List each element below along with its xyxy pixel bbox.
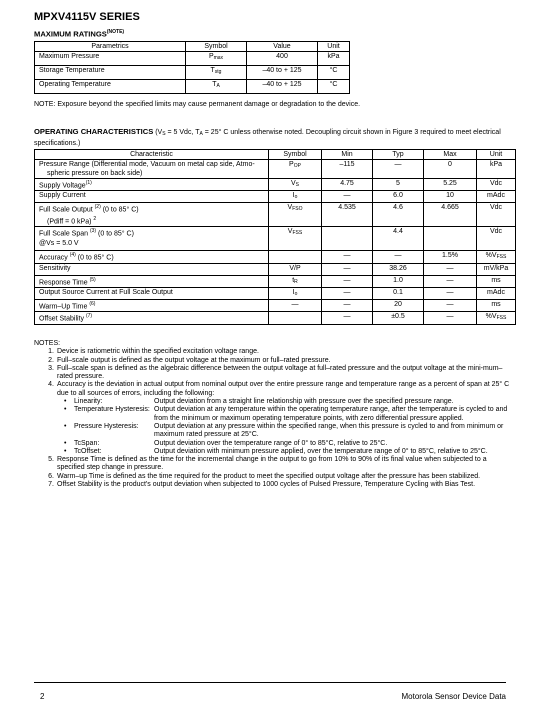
- table-header-row: [35, 42, 350, 52]
- note-item: 6. Warm–up Time is defined as the time required for the product to meet the specified output voltage after the pressure has been stabilized.: [48, 472, 481, 480]
- table-header-row: [35, 150, 516, 160]
- note-item: 2. Full–scale output is defined as the output voltage at the maximum or full–rated pressure.: [48, 356, 331, 364]
- col-header: Symbol: [186, 42, 247, 52]
- cell-max: 5.25: [424, 179, 477, 191]
- table-row: [35, 263, 516, 275]
- cell-unit: kPa: [477, 160, 516, 179]
- operating-characteristics-table: [34, 149, 516, 325]
- cell-max: —: [424, 312, 477, 324]
- table-row: [35, 160, 516, 179]
- cell-unit: Vdc: [477, 227, 516, 251]
- cell-max: 4.665: [424, 203, 477, 227]
- table-row: [35, 191, 516, 203]
- series-title: MPXV4115V SERIES: [34, 11, 140, 23]
- cell-symbol: $V_{FSO}$: [269, 203, 322, 227]
- footer-divider: [34, 682, 506, 683]
- cell-max: —: [424, 263, 477, 275]
- col-header: Unit: [318, 42, 350, 52]
- table-row: [35, 227, 516, 251]
- note-bullet: • TcOffset: Output deviation with minimum pressure applied, over the temperature range of 0° to 85°C, relative to 25°C.: [64, 447, 488, 455]
- table-row: [35, 80, 350, 94]
- cell-min: —: [322, 251, 373, 263]
- footer-publication: Motorola Sensor Device Data: [401, 692, 506, 701]
- note-item: 1. Device is ratiometric within the specified excitation voltage range.: [48, 348, 259, 356]
- table-row: [35, 299, 516, 311]
- cell-min: —: [322, 287, 373, 299]
- note-bullet: • TcSpan: Output deviation over the temperature range of 0° to 85°C, relative to 25°C.: [64, 439, 388, 447]
- cell-max: 0: [424, 160, 477, 179]
- cell-min: —: [322, 299, 373, 311]
- col-header: Symbol: [269, 150, 322, 160]
- max-ratings-note: NOTE: Exposure beyond the specified limits may cause permanent damage or degradation to the device.: [34, 101, 361, 108]
- note-item: 5. Response Time is defined as the time for the incremental change in the output to go from 10% to 90% of its final value when subjected to a specified step change in pressure.: [48, 456, 487, 472]
- cell-max: —: [424, 287, 477, 299]
- table-row: [35, 312, 516, 324]
- cell-symbol: $I_o$: [269, 287, 322, 299]
- cell-symbol: $P_{OP}$: [269, 160, 322, 179]
- note-bullet: • Linearity: Output deviation from a straight line relationship with pressure over the specified pressure range.: [64, 398, 454, 406]
- note-item: 4. Accuracy is the deviation in actual output from nominal output over the entire pressure range and temperature range as a percent of span at 25° C due to all sources of errors, including the following:: [48, 381, 510, 397]
- cell-typ: 6.0: [373, 191, 424, 203]
- col-header: Min: [322, 150, 373, 160]
- cell-symbol: $T_{stg}$: [186, 66, 247, 80]
- col-header: Max: [424, 150, 477, 160]
- cell-unit: $\%V_{FSS}$: [477, 251, 516, 263]
- operating-characteristics-heading: OPERATING CHARACTERISTICS ($V_S = 5$ Vdc, $T_A = 25^\circ$ C unless otherwise noted. Decoupling circuit shown in Figure 3 required to meet electrical specifications.): [34, 127, 501, 147]
- max-ratings-title: MAXIMUM $RATINGS^{(NOTE)}$: [34, 29, 125, 39]
- table-row: [35, 179, 516, 191]
- cell-unit: ms: [477, 275, 516, 287]
- cell-unit: kPa: [318, 52, 350, 66]
- cell-value: –40 to + 125: [247, 80, 318, 94]
- cell-typ: —: [373, 251, 424, 263]
- cell-max: —: [424, 275, 477, 287]
- cell-min: –115: [322, 160, 373, 179]
- cell-unit: °C: [318, 80, 350, 94]
- cell-unit: mAdc: [477, 191, 516, 203]
- cell-symbol: —: [269, 299, 322, 311]
- cell-characteristic: Offset Stability $^{(7)}$: [35, 312, 269, 324]
- col-header: Typ: [373, 150, 424, 160]
- cell-value: 400: [247, 52, 318, 66]
- table-row: [35, 203, 516, 227]
- cell-unit: mV/kPa: [477, 263, 516, 275]
- cell-symbol: [269, 251, 322, 263]
- cell-param: Maximum Pressure: [35, 52, 186, 66]
- cell-characteristic: Full Scale Output $^{(2)}$ (0 to 85° C) (Pdiff = 0 kPa) $^2$: [35, 203, 269, 227]
- table-row: [35, 66, 350, 80]
- notes-section: [34, 340, 514, 489]
- cell-symbol: $t_R$: [269, 275, 322, 287]
- cell-typ: 1.0: [373, 275, 424, 287]
- note-bullet: • Pressure Hysteresis: Output deviation at any pressure within the specified range, when this pressure is cycled to and from minimum or maximum rated pressure at 25°C.: [64, 422, 504, 439]
- cell-min: 4.535: [322, 203, 373, 227]
- cell-characteristic: Sensitivity: [35, 263, 269, 275]
- cell-typ: 4.6: [373, 203, 424, 227]
- cell-min: —: [322, 191, 373, 203]
- cell-typ: —: [373, 160, 424, 179]
- cell-typ: 5: [373, 179, 424, 191]
- cell-characteristic: Accuracy $^{(4)}$ (0 to 85° C): [35, 251, 269, 263]
- cell-characteristic: Full Scale Span $^{(3)}$ (0 to 85° C) @Vs = 5.0 V: [35, 227, 269, 251]
- cell-unit: °C: [318, 66, 350, 80]
- cell-typ: 20: [373, 299, 424, 311]
- note-bullet: • Temperature Hysteresis: Output deviation at any temperature within the operating temperature range, after the temperature is cycled to and from the minimum or maximum operating temperature points, with zero differential pressure applied.: [64, 406, 508, 422]
- cell-typ: 4.4: [373, 227, 424, 251]
- cell-unit: Vdc: [477, 179, 516, 191]
- cell-max: 10: [424, 191, 477, 203]
- cell-characteristic: Pressure Range (Differential mode, Vacuum on metal cap side, Atmo- spheric pressure on back side): [35, 160, 269, 179]
- cell-unit: $\%V_{FSS}$: [477, 312, 516, 324]
- cell-min: 4.75: [322, 179, 373, 191]
- cell-min: [322, 227, 373, 251]
- cell-typ: 38.26: [373, 263, 424, 275]
- cell-unit: mAdc: [477, 287, 516, 299]
- col-header: Unit: [477, 150, 516, 160]
- cell-max: —: [424, 299, 477, 311]
- cell-unit: Vdc: [477, 203, 516, 227]
- note-item: 7. Offset Stability is the product's output deviation when subjected to 1000 cycles of Pulsed Pressure, Temperature Cycling with Bias Test.: [48, 481, 476, 489]
- cell-symbol: V/P: [269, 263, 322, 275]
- cell-param: Operating Temperature: [35, 80, 186, 94]
- col-header: Characteristic: [35, 150, 269, 160]
- cell-symbol: [269, 312, 322, 324]
- table-row: [35, 275, 516, 287]
- cell-characteristic: Output Source Current at Full Scale Output: [35, 287, 269, 299]
- cell-characteristic: Response Time $^{(5)}$: [35, 275, 269, 287]
- cell-symbol: $I_o$: [269, 191, 322, 203]
- cell-unit: ms: [477, 299, 516, 311]
- cell-characteristic: Warm–Up Time $^{(6)}$: [35, 299, 269, 311]
- notes-heading: NOTES:: [34, 340, 61, 347]
- cell-min: —: [322, 275, 373, 287]
- cell-characteristic: Supply Voltage$^{(1)}$: [35, 179, 269, 191]
- cell-value: –40 to + 125: [247, 66, 318, 80]
- cell-symbol: $P_{max}$: [186, 52, 247, 66]
- cell-symbol: $V_{FSS}$: [269, 227, 322, 251]
- col-header: Parametrics: [35, 42, 186, 52]
- cell-characteristic: Supply Current: [35, 191, 269, 203]
- table-row: [35, 52, 350, 66]
- cell-symbol: $V_S$: [269, 179, 322, 191]
- col-header: Value: [247, 42, 318, 52]
- cell-typ: ±0.5: [373, 312, 424, 324]
- cell-max: [424, 227, 477, 251]
- table-row: [35, 251, 516, 263]
- cell-min: —: [322, 263, 373, 275]
- table-row: [35, 287, 516, 299]
- max-ratings-table: [34, 41, 350, 94]
- page-number: 2: [40, 692, 45, 701]
- cell-param: Storage Temperature: [35, 66, 186, 80]
- cell-min: —: [322, 312, 373, 324]
- cell-max: 1.5%: [424, 251, 477, 263]
- note-item: 3. Full–scale span is defined as the algebraic difference between the output voltage at full–rated pressure and the output voltage at the mini-mum–rated pressure.: [48, 364, 503, 381]
- cell-typ: 0.1: [373, 287, 424, 299]
- cell-symbol: $T_A$: [186, 80, 247, 94]
